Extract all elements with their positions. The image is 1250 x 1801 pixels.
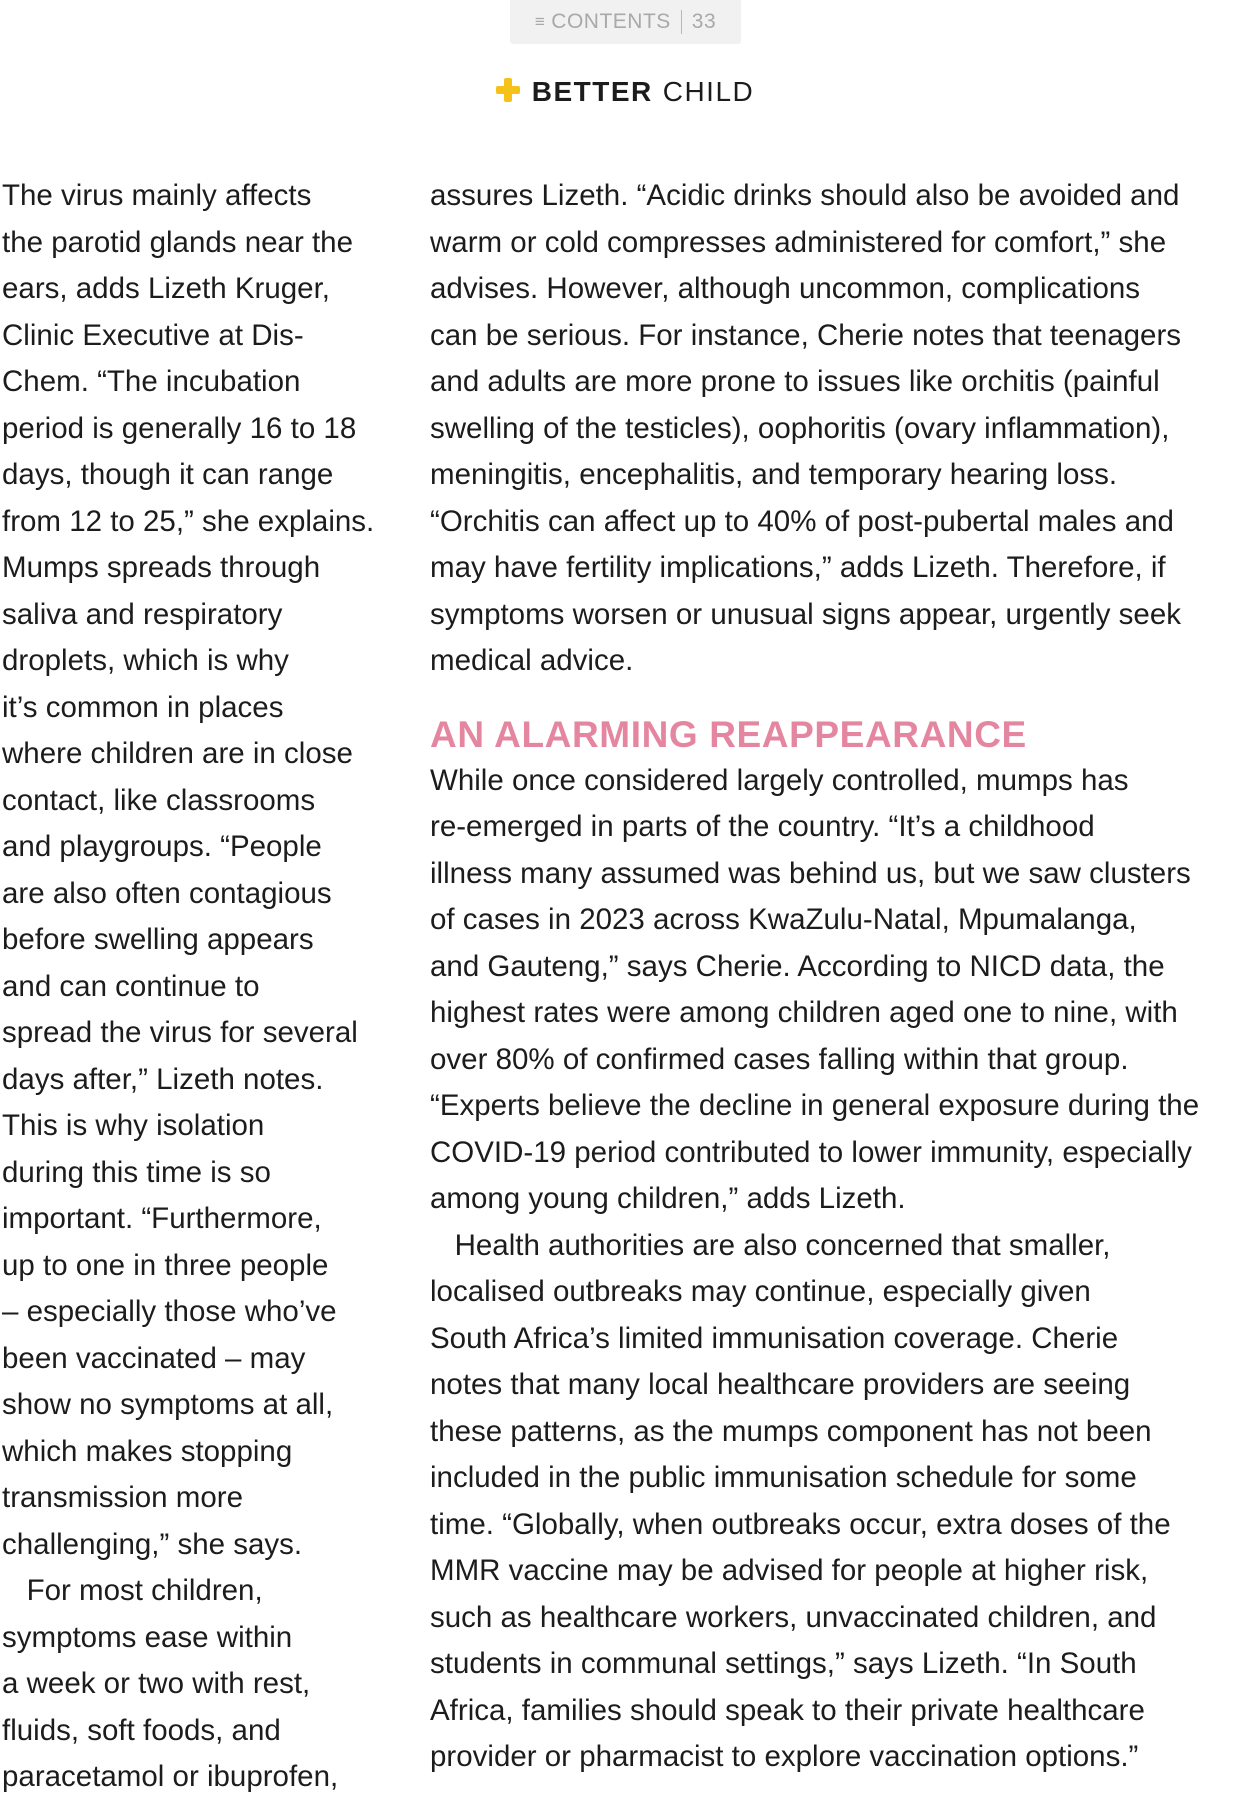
subheading: AN ALARMING REAPPEARANCE: [430, 713, 1027, 755]
text-line: Africa, families should speak to their private healthcare: [430, 1693, 1145, 1727]
text-line: been vaccinated – may: [2, 1341, 306, 1375]
text-line: paracetamol or ibuprofen,: [2, 1760, 339, 1793]
hamburger-icon: ≡: [534, 12, 546, 31]
text-line: MMR vaccine may be advised for people at higher risk,: [430, 1554, 1149, 1587]
text-line: swelling of the testicles), oophoritis (ovary inflammation),: [430, 411, 1170, 445]
text-line: and playgroups. “People: [2, 830, 322, 863]
text-line: fluids, soft foods, and: [2, 1713, 281, 1747]
text-line: “Orchitis can affect up to 40% of post-pubertal males and: [430, 504, 1174, 538]
text-line: assures Lizeth. “Acidic drinks should also be avoided and: [430, 179, 1180, 212]
text-line: This is why isolation: [2, 1109, 265, 1142]
text-line: symptoms worsen or unusual signs appear, urgently seek: [430, 597, 1181, 631]
text-line: warm or cold compresses administered for comfort,” she: [430, 225, 1167, 259]
divider: [681, 10, 682, 34]
text-line: advises. However, although uncommon, complications: [430, 272, 1141, 305]
text-line: time. “Globally, when outbreaks occur, extra doses of the: [430, 1507, 1171, 1541]
text-line: Health authorities are also concerned that smaller,: [430, 1228, 1111, 1262]
text-line: from 12 to 25,” she explains.: [2, 504, 375, 538]
text-line: re-emerged in parts of the country. “It’s a childhood: [430, 810, 1095, 843]
text-line: notes that many local healthcare providers are seeing: [430, 1368, 1131, 1401]
text-line: medical advice.: [430, 644, 634, 677]
text-line: “Experts believe the decline in general exposure during the: [430, 1089, 1200, 1122]
text-line: are also often contagious: [2, 876, 332, 910]
right-column: [430, 173, 1248, 1781]
spacer: [430, 685, 1248, 709]
text-line: meningitis, encephalitis, and temporary hearing loss.: [430, 458, 1118, 491]
text-line: challenging,” she says.: [2, 1527, 303, 1561]
text-line: COVID-19 period contributed to lower immunity, especially: [430, 1135, 1192, 1169]
text-line: Chem. “The incubation: [2, 365, 301, 398]
section-title-light: CHILD: [662, 76, 755, 107]
text-line: Clinic Executive at Dis-: [2, 318, 304, 352]
paragraph-complications: [430, 173, 1248, 685]
paragraph-reappearance: [430, 758, 1248, 1781]
text-line: illness many assumed was behind us, but we saw clusters: [430, 856, 1191, 890]
text-line: transmission more: [2, 1481, 243, 1514]
text-line: While once considered largely controlled, mumps has: [430, 763, 1129, 797]
text-line: Mumps spreads through: [2, 551, 321, 584]
text-line: For most children,: [2, 1574, 263, 1607]
left-column: [2, 173, 402, 1801]
text-line: these patterns, as the mumps component has not been: [430, 1414, 1152, 1448]
text-line: – especially those who’ve: [2, 1295, 337, 1328]
text-line: localised outbreaks may continue, especially given: [430, 1275, 1091, 1308]
text-line: over 80% of confirmed cases falling within that group.: [430, 1042, 1129, 1076]
text-line: before swelling appears: [2, 923, 314, 956]
text-line: and can continue to: [2, 969, 260, 1003]
text-line: a week or two with rest,: [2, 1667, 311, 1700]
text-line: and adults are more prone to issues like orchitis (painful: [430, 365, 1160, 398]
text-line: South Africa’s limited immunisation coverage. Cherie: [430, 1321, 1119, 1355]
text-line: show no symptoms at all,: [2, 1388, 334, 1421]
section-header: [0, 76, 1250, 108]
text-line: important. “Furthermore,: [2, 1202, 322, 1235]
text-line: the parotid glands near the: [2, 225, 353, 259]
text-line: spread the virus for several: [2, 1016, 358, 1049]
text-line: highest rates were among children aged one to nine, with: [430, 996, 1178, 1029]
text-line: period is generally 16 to 18: [2, 411, 357, 445]
text-line: it’s common in places: [2, 690, 284, 724]
text-line: students in communal settings,” says Lizeth. “In South: [430, 1647, 1137, 1680]
text-line: symptoms ease within: [2, 1620, 293, 1654]
text-line: which makes stopping: [2, 1434, 293, 1468]
text-line: and Gauteng,” says Cherie. According to NICD data, the: [430, 949, 1165, 983]
text-line: included in the public immunisation schedule for some: [430, 1461, 1137, 1494]
text-line: provider or pharmacist to explore vaccination options.”: [430, 1740, 1139, 1773]
text-line: may have fertility implications,” adds Lizeth. Therefore, if: [430, 551, 1166, 584]
text-line: during this time is so: [2, 1155, 271, 1189]
text-line: saliva and respiratory: [2, 597, 283, 631]
text-line: The virus mainly affects: [2, 179, 312, 212]
section-title-bold: BETTER: [531, 76, 653, 107]
text-line: droplets, which is why: [2, 644, 289, 677]
text-line: days after,” Lizeth notes.: [2, 1062, 324, 1096]
contents-label: CONTENTS: [551, 10, 671, 33]
text-line: ears, adds Lizeth Kruger,: [2, 272, 330, 305]
contents-tab[interactable]: [510, 0, 741, 44]
text-line: of cases in 2023 across KwaZulu-Natal, Mpumalanga,: [430, 903, 1137, 936]
text-line: such as healthcare workers, unvaccinated children, and: [430, 1600, 1157, 1634]
text-line: among young children,” adds Lizeth.: [430, 1182, 906, 1215]
plus-icon: [496, 78, 520, 102]
text-line: contact, like classrooms: [2, 783, 316, 817]
text-line: up to one in three people: [2, 1248, 329, 1282]
text-line: where children are in close: [2, 737, 353, 770]
text-line: days, though it can range: [2, 458, 334, 491]
page-number: 33: [691, 10, 717, 33]
text-line: can be serious. For instance, Cherie notes that teenagers: [430, 318, 1182, 352]
